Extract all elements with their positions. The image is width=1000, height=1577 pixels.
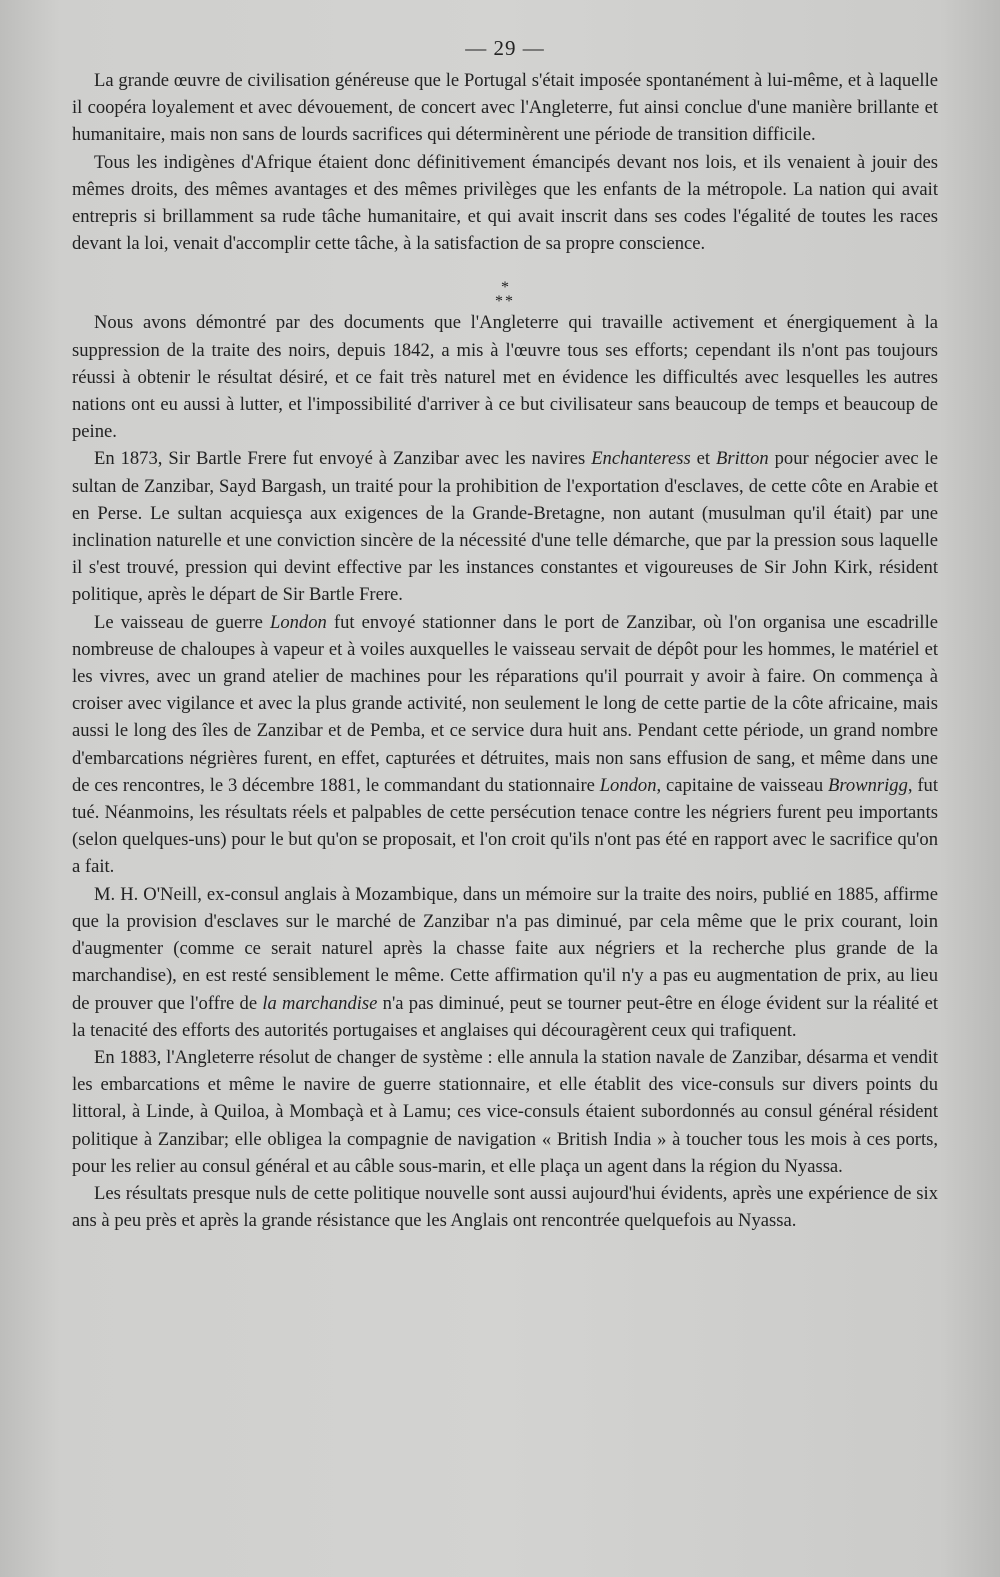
asterism-top: *	[501, 279, 509, 297]
text-run: Les résultats presque nuls de cette politique nouvelle sont aussi aujourd'hui évidents, après une expérience de six ans à peu près et après la grande résistance que les Anglais ont rencontrée quelquefois au Nyassa.	[72, 1182, 938, 1232]
paragraph-8	[72, 1180, 938, 1234]
paragraph-2	[72, 149, 938, 258]
paragraph-4	[72, 445, 938, 608]
page-number: — 29 —	[465, 36, 545, 60]
text-run: En 1873, Sir Bartle Frere fut envoyé à Zanzibar avec les navires	[94, 448, 592, 470]
text-run: fut envoyé stationner dans le port de Zanzibar, où l'on organisa une escadrille nombreuse de chaloupes à vapeur et à voiles auxquelles le vaisseau servait de dépôt pour les hommes, le matériel et les vivres, avec un grand atelier de machines pour les réparations qu'il pourrait y avoir à faire. On commença à croiser avec vigilance et avec la plus grande activité, non seulement le long de cette partie de la côte africaine, mais aussi le long des îles de Zanzibar et de Pemba, et ce service dura huit ans. Pendant cette période, un grand nombre d'embarcations négrières furent, en effet, capturées et détruites, mais non sans effusion de sang, et même dans une de ces rencontres, le 3 décembre 1881, le commandant du stationnaire	[72, 611, 938, 796]
paragraph-6	[72, 881, 938, 1044]
italic-text: Brownrigg	[828, 774, 908, 796]
text-run: , capitaine de vaisseau	[656, 774, 828, 796]
italic-text: Enchanteress	[591, 448, 691, 470]
text-run: et	[690, 448, 716, 470]
italic-text: la marchandise	[262, 992, 378, 1014]
text-run: pour négocier avec le sultan de Zanzibar, Sayd Bargash, un traité pour la prohibition de l'exportation d'esclaves, de cette côte en Arabie et en Perse. Le sultan acquiesça aux exigences de la Grande-Bretagne, non autant (musulman qu'il était) par une inclination naturelle et une conviction sincère de la nécessité d'une telle démarche, que par la pression sous laquelle il s'est trouvé, pression qui devint effective par les instances constantes et vigoureuses de Sir John Kirk, résident politique, après le départ de Sir Bartle Frere.	[72, 448, 938, 606]
document-page	[72, 36, 938, 1234]
paragraph-1	[72, 67, 938, 149]
asterism-bottom: **	[495, 293, 515, 311]
paragraph-7	[72, 1044, 938, 1180]
paragraph-5	[72, 609, 938, 881]
italic-text: London	[599, 774, 657, 796]
italic-text: London	[269, 611, 327, 633]
text-run: En 1883, l'Angleterre résolut de changer de système : elle annula la station navale de Zanzibar, désarma et vendit les embarcations et même le navire de guerre stationnaire, et elle établit des vice-consuls sur divers points du littoral, à Linde, à Quiloa, à Mombaçà et à Lamu; ces vice-consuls étaient subordonnés au consul général résident politique à Zanzibar; elle obligea la compagnie de navigation « British India » à toucher tous les mois à ces ports, pour les relier au consul général et au câble sous-marin, et elle plaça un agent dans la région du Nyassa.	[72, 1046, 938, 1177]
text-run: Nous avons démontré par des documents que l'Angleterre qui travaille activement et énergiquement à la suppression de la traite des noirs, depuis 1842, a mis à l'œuvre tous ses efforts; cependant ils n'ont pas toujours réussi à obtenir le résultat désiré, et ce fait très naturel met en évidence les difficultés avec lesquelles les autres nations ont eu aussi à lutter, et l'impossibilité d'arriver à ce but civilisateur sans beaucoup de temps et beaucoup de peine.	[72, 312, 938, 443]
text-run: La grande œuvre de civilisation généreuse que le Portugal s'était imposée spontanément à lui-même, et à laquelle il coopéra loyalement et avec dévouement, de concert avec l'Angleterre, fut ainsi conclue d'une manière brillante et humanitaire, mais non sans de lourds sacrifices qui déterminèrent une période de transition difficile.	[72, 70, 938, 146]
paragraph-3	[72, 309, 938, 445]
text-run: , fut tué. Néanmoins, les résultats réels et palpables de cette persécution tenace contre les négriers furent peu importants (selon quelques-uns) pour le but qu'on se proposait, et l'on croit qu'ils n'ont pas été en rapport avec le sacrifice qu'on a fait.	[72, 774, 939, 878]
text-run: Tous les indigènes d'Afrique étaient donc définitivement émancipés devant nos lois, et ils venaient à jouir des mêmes droits, des mêmes avantages et des mêmes privilèges que les enfants de la métropole. La nation qui avait entrepris si brillamment sa rude tâche humanitaire, et qui avait inscrit dans ses codes l'égalité de toutes les races devant la loi, venait d'accomplir cette tâche, à la satisfaction de sa propre conscience.	[72, 151, 938, 255]
italic-text: Britton	[715, 448, 769, 470]
asterism-separator	[72, 257, 938, 309]
text-run: Le vaisseau de guerre	[94, 611, 270, 633]
text-run: M. H. O'Neill, ex-consul anglais à Mozambique, dans un mémoire sur la traite des noirs, publié en 1885, affirme que la provision d'esclaves sur le marché de Zanzibar n'a pas diminué, par cela même que le prix courant, loin d'augmenter (comme ce serait naturel après la chasse faite aux négriers et la recherche plus grande de la marchandise), en est resté sensiblement le même. Cette affirmation qu'il n'y a pas eu augmentation de prix, au lieu de prouver que l'offre de	[72, 883, 938, 1014]
text-run: n'a pas diminué, peut se tourner peut-être en éloge évident sur la réalité et la tenacité des efforts des autorités portugaises et anglaises qui découragèrent ceux qui trafiquent.	[72, 992, 938, 1041]
